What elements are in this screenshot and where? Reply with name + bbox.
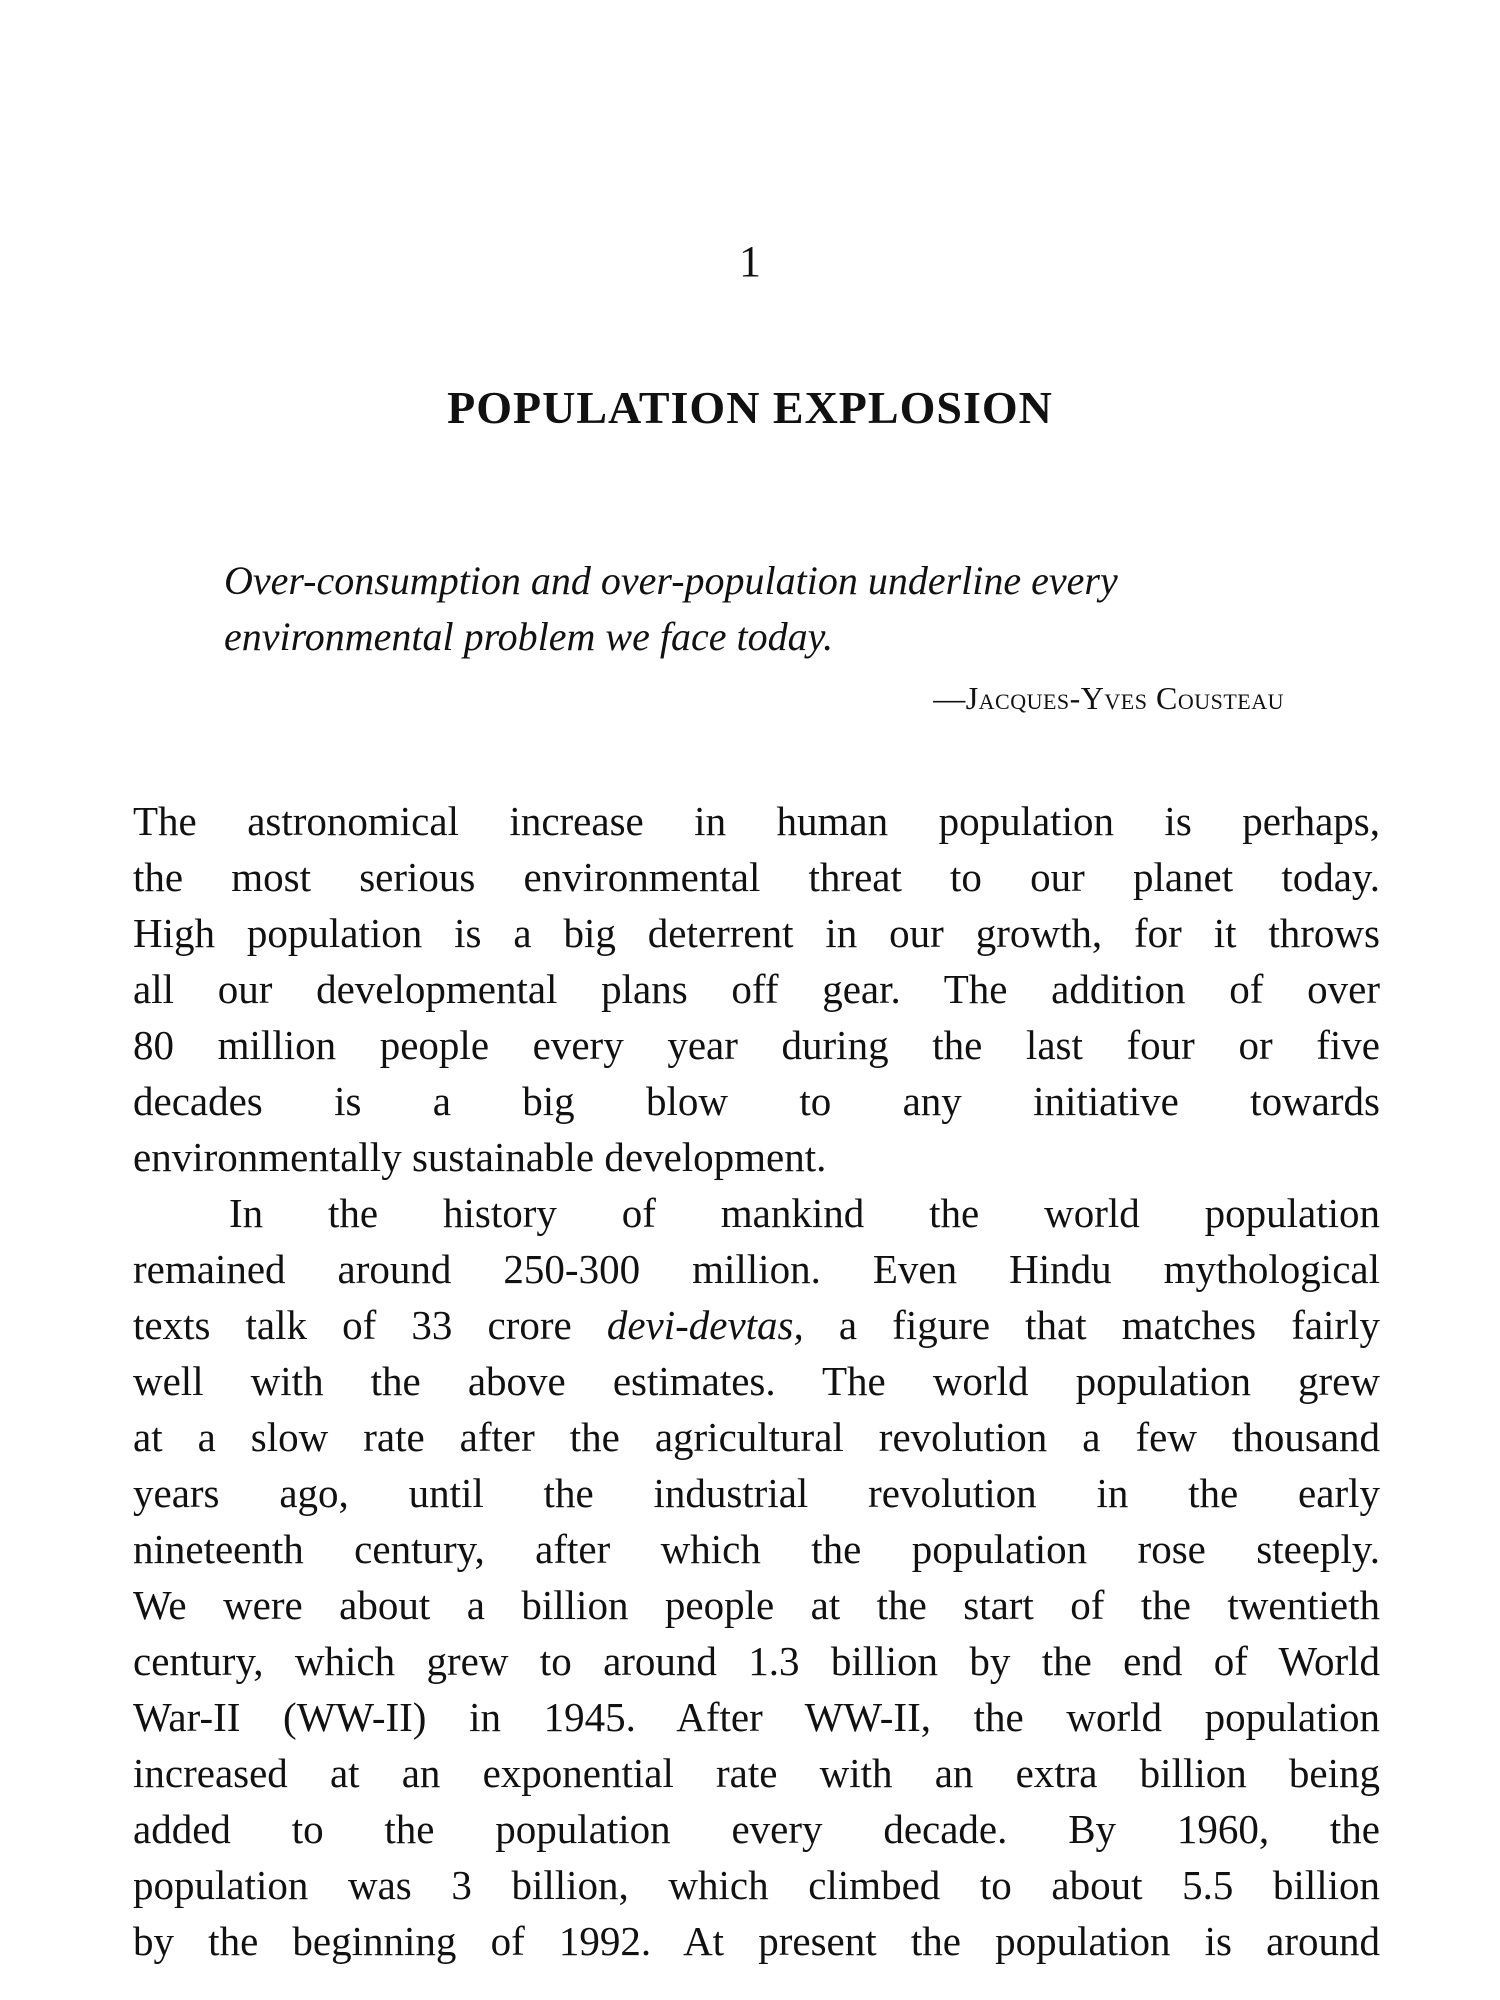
paragraph-2-line-8: We were about a billion people at the start of the twentieth	[133, 1582, 1380, 1628]
epigraph-attribution: —Jacques-Yves Cousteau	[933, 680, 1284, 716]
paragraph-2-line-11: increased at an exponential rate with an extra billion being	[133, 1750, 1380, 1796]
paragraph-2-line-3	[133, 1297, 1380, 1353]
paragraph-1-line-6: decades is a big blow to any initiative towards	[133, 1078, 1380, 1124]
paragraph-2-line-9: century, which grew to around 1.3 billion by the end of World	[133, 1638, 1380, 1684]
paragraph-1-line-3: High population is a big deterrent in our growth, for it throws	[133, 910, 1380, 956]
paragraph-2-line-1: In the history of mankind the world population	[229, 1190, 1380, 1236]
paragraph-1-line-5: 80 million people every year during the last four or five	[133, 1022, 1380, 1068]
paragraph-1-line-7: environmentally sustainable development.	[133, 1134, 827, 1180]
paragraph-2-line-7: nineteenth century, after which the population rose steeply.	[133, 1526, 1380, 1572]
paragraph-2-line-14: by the beginning of 1992. At present the population is around	[133, 1918, 1380, 1964]
paragraph-2-line-6: years ago, until the industrial revolution in the early	[133, 1470, 1380, 1516]
paragraph-1-line-2: the most serious environmental threat to our planet today.	[133, 854, 1380, 900]
paragraph-1-line-4: all our developmental plans off gear. The addition of over	[133, 966, 1380, 1012]
paragraph-2-line-3-end: a figure that matches fairly	[803, 1302, 1380, 1348]
paragraph-2-line-3-start: texts talk of 33 crore	[133, 1302, 607, 1348]
devi-devtas-term: devi-devtas,	[606, 1302, 804, 1348]
body-text	[133, 793, 1380, 1969]
chapter-title: POPULATION EXPLOSION	[447, 382, 1053, 433]
chapter-number: 1	[739, 237, 761, 286]
paragraph-2-line-2: remained around 250-300 million. Even Hindu mythological	[133, 1246, 1380, 1292]
epigraph-quote: Over-consumption and over-population underline every environmental problem we face today.	[224, 558, 1118, 659]
paragraph-2-line-13: population was 3 billion, which climbed to about 5.5 billion	[133, 1862, 1380, 1908]
paragraph-2-line-10: War-II (WW-II) in 1945. After WW-II, the world population	[133, 1694, 1380, 1740]
paragraph-2-line-4: well with the above estimates. The world population grew	[133, 1358, 1380, 1404]
paragraph-2-line-12: added to the population every decade. By 1960, the	[133, 1806, 1380, 1852]
paragraph-1-line-1: The astronomical increase in human population is perhaps,	[133, 798, 1380, 844]
paragraph-2-line-5: at a slow rate after the agricultural revolution a few thousand	[133, 1414, 1380, 1460]
